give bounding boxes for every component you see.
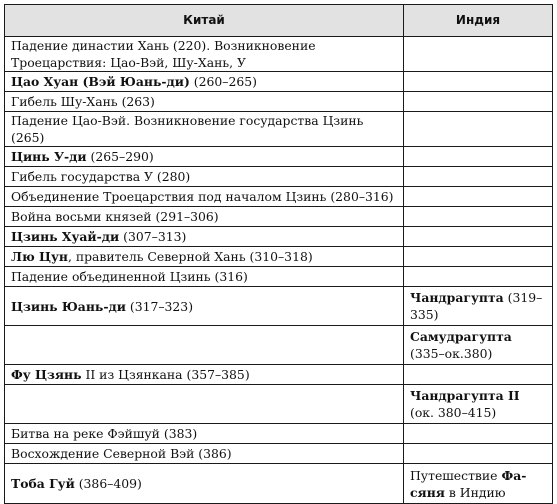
cell-china bbox=[5, 365, 404, 385]
table-row bbox=[5, 167, 553, 187]
cell-india bbox=[404, 424, 553, 444]
header-china: Китай bbox=[5, 5, 404, 37]
table-row bbox=[5, 112, 553, 147]
cell-india bbox=[404, 287, 553, 326]
cell-text: Объединение Троецарствия под началом Цзинь (280–316) bbox=[11, 189, 394, 204]
cell-bold-text: Тоба Гуй bbox=[11, 476, 75, 491]
cell-india bbox=[404, 385, 553, 424]
table-row bbox=[5, 72, 553, 92]
cell-text: Битва на реке Фэйшуй (383) bbox=[11, 426, 198, 441]
cell-text: , правитель Северной Хань (310–318) bbox=[67, 249, 313, 264]
cell-bold-text: Чандрагупта bbox=[410, 290, 504, 305]
cell-china bbox=[5, 112, 404, 147]
cell-india bbox=[404, 187, 553, 207]
table-row bbox=[5, 287, 553, 326]
cell-bold-text: Чандрагупта II bbox=[410, 388, 520, 403]
cell-text: (386–409) bbox=[74, 476, 142, 491]
cell-bold-text: Цинь У-ди bbox=[11, 149, 87, 164]
table-row bbox=[5, 227, 553, 247]
table-row bbox=[5, 37, 553, 72]
table-row bbox=[5, 247, 553, 267]
cell-china bbox=[5, 326, 404, 365]
cell-china bbox=[5, 37, 404, 72]
table-row bbox=[5, 444, 553, 464]
cell-india bbox=[404, 37, 553, 72]
cell-text: (319–335) bbox=[410, 290, 543, 322]
cell-bold-text: Лю Цун bbox=[11, 249, 68, 264]
cell-bold-text: Фа-сяня bbox=[410, 467, 527, 500]
cell-text: Война восьми князей (291–306) bbox=[11, 209, 219, 224]
cell-china bbox=[5, 72, 404, 92]
table-row bbox=[5, 187, 553, 207]
cell-bold-text: Самудрагупта bbox=[410, 329, 512, 344]
cell-india bbox=[404, 167, 553, 187]
cell-india bbox=[404, 365, 553, 385]
table-body bbox=[5, 37, 553, 504]
cell-text: Падение династии Хань (220). Возникновение Троецарствия: Цао-Вэй, Шу-Хань, У bbox=[11, 38, 316, 70]
cell-china bbox=[5, 167, 404, 187]
cell-china bbox=[5, 147, 404, 167]
cell-china bbox=[5, 464, 404, 504]
cell-bold-text: Фу Цзянь bbox=[11, 367, 82, 382]
cell-china bbox=[5, 227, 404, 247]
table-row bbox=[5, 385, 553, 424]
cell-text: Падение Цао-Вэй. Возникновение государства Цзинь (265) bbox=[11, 113, 364, 145]
cell-text: (335–ок.380) bbox=[410, 346, 493, 361]
table-row bbox=[5, 326, 553, 365]
table-row bbox=[5, 464, 553, 504]
cell-india bbox=[404, 326, 553, 365]
table-row bbox=[5, 424, 553, 444]
cell-china bbox=[5, 207, 404, 227]
cell-text: Гибель Шу-Хань (263) bbox=[11, 94, 155, 109]
cell-text: (260–265) bbox=[189, 74, 257, 89]
cell-china bbox=[5, 287, 404, 326]
cell-india bbox=[404, 444, 553, 464]
cell-china bbox=[5, 385, 404, 424]
table-header-row bbox=[5, 5, 553, 37]
cell-india bbox=[404, 207, 553, 227]
table-row bbox=[5, 147, 553, 167]
cell-bold-text: Цзинь Юань-ди bbox=[11, 298, 126, 314]
cell-text: Путешествие bbox=[410, 467, 502, 483]
cell-text: Восхождение Северной Вэй (386) bbox=[11, 446, 232, 461]
cell-china bbox=[5, 247, 404, 267]
cell-china bbox=[5, 187, 404, 207]
history-comparison-table bbox=[4, 4, 553, 504]
header-india: Индия bbox=[404, 5, 553, 37]
cell-text: II из Цзянкана (357–385) bbox=[81, 367, 250, 382]
table-row bbox=[5, 207, 553, 227]
cell-bold-text: Цао Хуан (Вэй Юань-ди) bbox=[11, 74, 190, 89]
table-row bbox=[5, 92, 553, 112]
cell-text: в Индию bbox=[444, 484, 506, 500]
cell-india bbox=[404, 147, 553, 167]
cell-china bbox=[5, 267, 404, 287]
cell-text: (ок. 380–415) bbox=[410, 405, 497, 420]
cell-india bbox=[404, 72, 553, 92]
table-row bbox=[5, 267, 553, 287]
cell-india bbox=[404, 112, 553, 147]
cell-text: (307–313) bbox=[119, 229, 187, 244]
cell-china bbox=[5, 424, 404, 444]
cell-india bbox=[404, 247, 553, 267]
table-row bbox=[5, 365, 553, 385]
cell-text: Гибель государства У (280) bbox=[11, 169, 191, 184]
cell-china bbox=[5, 444, 404, 464]
cell-bold-text: Цзинь Хуай-ди bbox=[11, 229, 120, 244]
cell-text: Падение объединенной Цзинь (316) bbox=[11, 269, 248, 284]
cell-india bbox=[404, 464, 553, 504]
cell-india bbox=[404, 267, 553, 287]
cell-india bbox=[404, 227, 553, 247]
cell-text: (265–290) bbox=[86, 149, 154, 164]
cell-text: (317–323) bbox=[125, 298, 194, 314]
cell-china bbox=[5, 92, 404, 112]
cell-india bbox=[404, 92, 553, 112]
